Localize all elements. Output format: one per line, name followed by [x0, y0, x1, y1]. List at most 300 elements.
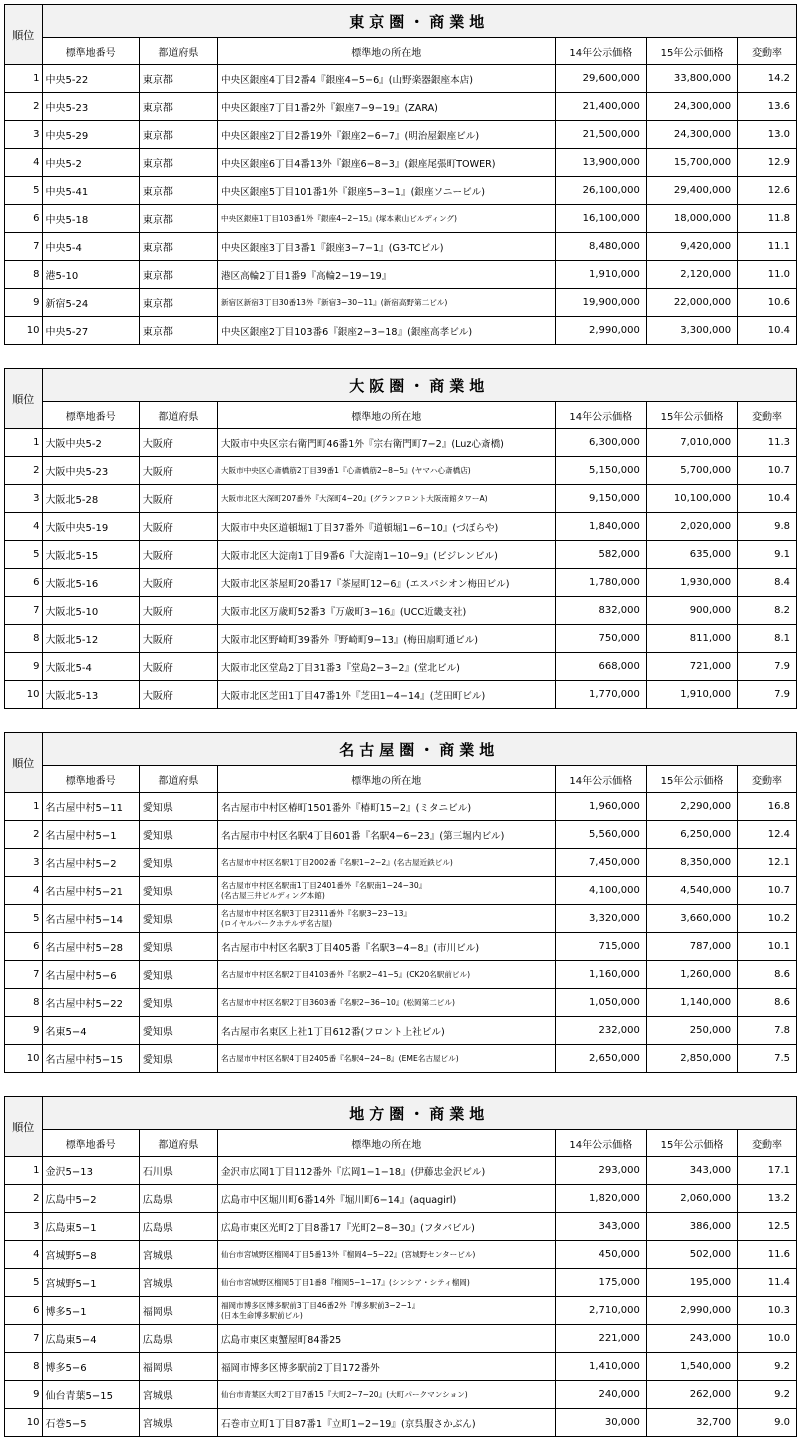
rank-cell: 8: [5, 625, 43, 653]
prefecture-cell: 広島県: [139, 1213, 217, 1241]
column-header-prefecture: 都道府県: [139, 1130, 217, 1157]
prefecture-cell: 東京都: [139, 121, 217, 149]
address-cell: 大阪市中央区宗右衛門町46番1外『宗右衛門町7−2』(Luz心斎橋): [217, 429, 555, 457]
change-rate-cell: 10.0: [738, 1325, 797, 1353]
column-header-code: 標準地番号: [42, 766, 139, 793]
address-cell: 名古屋市中村区名駅1丁目2002番『名駅1−2−2』(名古屋近鉄ビル): [217, 849, 555, 877]
rank-cell: 6: [5, 1297, 43, 1325]
change-rate-cell: 14.2: [738, 65, 797, 93]
table-row: [5, 1409, 797, 1437]
price-15-cell: 2,990,000: [646, 1297, 737, 1325]
table-row: [5, 65, 797, 93]
rank-cell: 7: [5, 233, 43, 261]
table-row: [5, 1269, 797, 1297]
price-14-cell: 715,000: [555, 933, 646, 961]
price-15-cell: 2,290,000: [646, 793, 737, 821]
code-cell: 大阪北5-16: [42, 569, 139, 597]
table-row: [5, 1045, 797, 1073]
price-15-cell: 15,700,000: [646, 149, 737, 177]
price-14-cell: 29,600,000: [555, 65, 646, 93]
prefecture-cell: 広島県: [139, 1325, 217, 1353]
column-header-address: 標準地の所在地: [217, 38, 555, 65]
column-header-change-rate: 変動率: [738, 38, 797, 65]
price-14-cell: 16,100,000: [555, 205, 646, 233]
address-line: 名古屋市中村区名駅3丁目2311番外『名駅3−23−13』: [220, 908, 412, 918]
column-header-address: 標準地の所在地: [217, 402, 555, 429]
price-15-cell: 9,420,000: [646, 233, 737, 261]
price-14-cell: 293,000: [555, 1157, 646, 1185]
address-cell: [217, 877, 555, 905]
table-row: [5, 177, 797, 205]
table-row: [5, 681, 797, 709]
table-row: [5, 821, 797, 849]
price-14-cell: 1,820,000: [555, 1185, 646, 1213]
table-row: [5, 1157, 797, 1185]
table-row: [5, 457, 797, 485]
change-rate-cell: 13.2: [738, 1185, 797, 1213]
address-cell: 名古屋市中村区名駅4丁目2405番『名駅4−24−8』(EME名古屋ビル): [217, 1045, 555, 1073]
column-header-code: 標準地番号: [42, 402, 139, 429]
price-15-cell: 10,100,000: [646, 485, 737, 513]
table-row: [5, 793, 797, 821]
prefecture-cell: 愛知県: [139, 793, 217, 821]
table-row: [5, 261, 797, 289]
price-14-cell: 5,150,000: [555, 457, 646, 485]
rank-cell: 10: [5, 1045, 43, 1073]
code-cell: 仙台青葉5−15: [42, 1381, 139, 1409]
rank-header: 順位: [5, 1097, 43, 1157]
change-rate-cell: 11.6: [738, 1241, 797, 1269]
code-cell: 広島中5−2: [42, 1185, 139, 1213]
address-cell: 金沢市広岡1丁目112番外『広岡1−1−18』(伊藤忠金沢ビル): [217, 1157, 555, 1185]
code-cell: 大阪北5-28: [42, 485, 139, 513]
rank-cell: 7: [5, 961, 43, 989]
code-cell: 広島東5−1: [42, 1213, 139, 1241]
code-cell: 名古屋中村5−21: [42, 877, 139, 905]
prefecture-cell: 愛知県: [139, 877, 217, 905]
prefecture-cell: 石川県: [139, 1157, 217, 1185]
column-header-prefecture: 都道府県: [139, 402, 217, 429]
change-rate-cell: 9.8: [738, 513, 797, 541]
price-15-cell: 18,000,000: [646, 205, 737, 233]
rank-cell: 5: [5, 177, 43, 205]
code-cell: 大阪北5-4: [42, 653, 139, 681]
address-cell: 名古屋市中村区名駅4丁目601番『名駅4−6−23』(第三堀内ビル): [217, 821, 555, 849]
rank-cell: 2: [5, 457, 43, 485]
change-rate-cell: 11.3: [738, 429, 797, 457]
change-rate-cell: 7.9: [738, 653, 797, 681]
prefecture-cell: 大阪府: [139, 485, 217, 513]
table-row: [5, 1325, 797, 1353]
column-header-price-14: 14年公示価格: [555, 766, 646, 793]
change-rate-cell: 11.4: [738, 1269, 797, 1297]
price-15-cell: 7,010,000: [646, 429, 737, 457]
code-cell: 博多5−1: [42, 1297, 139, 1325]
price-14-cell: 9,150,000: [555, 485, 646, 513]
change-rate-cell: 10.3: [738, 1297, 797, 1325]
code-cell: 新宿5-24: [42, 289, 139, 317]
address-cell: 広島市東区東蟹屋町84番25: [217, 1325, 555, 1353]
address-cell: 名古屋市中村区名駅2丁目3603番『名駅2−36−10』(松岡第二ビル): [217, 989, 555, 1017]
column-header-change-rate: 変動率: [738, 1130, 797, 1157]
price-15-cell: 2,020,000: [646, 513, 737, 541]
prefecture-cell: 愛知県: [139, 1045, 217, 1073]
column-header-change-rate: 変動率: [738, 402, 797, 429]
code-cell: 名古屋中村5−28: [42, 933, 139, 961]
rank-cell: 10: [5, 681, 43, 709]
price-15-cell: 1,910,000: [646, 681, 737, 709]
rank-cell: 4: [5, 513, 43, 541]
address-cell: 中央区銀座5丁目101番1外『銀座5−3−1』(銀座ソニービル): [217, 177, 555, 205]
change-rate-cell: 11.1: [738, 233, 797, 261]
code-cell: 金沢5−13: [42, 1157, 139, 1185]
rank-cell: 10: [5, 317, 43, 345]
change-rate-cell: 17.1: [738, 1157, 797, 1185]
ranking-section: [4, 368, 797, 709]
address-cell: 名古屋市中村区名駅3丁目405番『名駅3−4−8』(市川ビル): [217, 933, 555, 961]
prefecture-cell: 愛知県: [139, 849, 217, 877]
price-14-cell: 343,000: [555, 1213, 646, 1241]
rank-cell: 5: [5, 541, 43, 569]
table-row: [5, 1017, 797, 1045]
price-15-cell: 1,260,000: [646, 961, 737, 989]
change-rate-cell: 7.8: [738, 1017, 797, 1045]
address-cell: 名古屋市中村区名駅2丁目4103番外『名駅2−41−5』(CK20名駅前ビル): [217, 961, 555, 989]
change-rate-cell: 7.9: [738, 681, 797, 709]
prefecture-cell: 大阪府: [139, 457, 217, 485]
prefecture-cell: 宮城県: [139, 1269, 217, 1297]
table-row: [5, 233, 797, 261]
price-14-cell: 1,910,000: [555, 261, 646, 289]
address-cell: 石巻市立町1丁目87番1『立町1−2−19』(京呉服さかぶん): [217, 1409, 555, 1437]
address-cell: 大阪市北区芝田1丁目47番1外『芝田1−4−14』(芝田町ビル): [217, 681, 555, 709]
change-rate-cell: 9.2: [738, 1353, 797, 1381]
table-row: [5, 93, 797, 121]
ranking-table: [4, 368, 797, 709]
price-14-cell: 221,000: [555, 1325, 646, 1353]
code-cell: 大阪中央5-23: [42, 457, 139, 485]
address-cell: 港区高輪2丁目1番9『高輪2−19−19』: [217, 261, 555, 289]
address-building-line: (ロイヤルパークホテルザ名古屋): [220, 918, 332, 928]
rank-cell: 8: [5, 1353, 43, 1381]
address-cell: 仙台市青葉区大町2丁目7番15『大町2−7−20』(大町パークマンション): [217, 1381, 555, 1409]
prefecture-cell: 大阪府: [139, 597, 217, 625]
table-row: [5, 597, 797, 625]
table-row: [5, 289, 797, 317]
prefecture-cell: 大阪府: [139, 625, 217, 653]
table-row: [5, 1241, 797, 1269]
address-cell: 中央区銀座6丁目4番13外『銀座6−8−3』(銀座尾張町TOWER): [217, 149, 555, 177]
address-line: 名古屋市中村区名駅南1丁目2401番外『名駅南1−24−30』: [220, 880, 427, 890]
price-14-cell: 8,480,000: [555, 233, 646, 261]
rank-cell: 9: [5, 1381, 43, 1409]
column-header-price-15: 15年公示価格: [646, 38, 737, 65]
rank-cell: 3: [5, 849, 43, 877]
change-rate-cell: 10.4: [738, 485, 797, 513]
change-rate-cell: 12.4: [738, 821, 797, 849]
change-rate-cell: 10.7: [738, 457, 797, 485]
column-header-price-14: 14年公示価格: [555, 402, 646, 429]
prefecture-cell: 東京都: [139, 317, 217, 345]
ranking-table: [4, 1096, 797, 1437]
change-rate-cell: 11.8: [738, 205, 797, 233]
address-building-line: (日本生命博多駅前ビル): [220, 1310, 303, 1320]
section-title: 地方圏・商業地: [42, 1097, 796, 1130]
price-14-cell: 6,300,000: [555, 429, 646, 457]
change-rate-cell: 12.6: [738, 177, 797, 205]
change-rate-cell: 10.2: [738, 905, 797, 933]
change-rate-cell: 12.5: [738, 1213, 797, 1241]
price-15-cell: 3,660,000: [646, 905, 737, 933]
change-rate-cell: 12.1: [738, 849, 797, 877]
address-cell: 広島市東区光町2丁目8番17『光町2−8−30』(フタバビル): [217, 1213, 555, 1241]
price-15-cell: 1,540,000: [646, 1353, 737, 1381]
change-rate-cell: 8.6: [738, 989, 797, 1017]
price-14-cell: 26,100,000: [555, 177, 646, 205]
rank-cell: 7: [5, 597, 43, 625]
rank-header: 順位: [5, 369, 43, 429]
section-title: 大阪圏・商業地: [42, 369, 796, 402]
table-row: [5, 205, 797, 233]
prefecture-cell: 大阪府: [139, 541, 217, 569]
table-row: [5, 1381, 797, 1409]
price-14-cell: 668,000: [555, 653, 646, 681]
price-15-cell: 24,300,000: [646, 121, 737, 149]
address-cell: 中央区銀座4丁目2番4『銀座4−5−6』(山野楽器銀座本店): [217, 65, 555, 93]
code-cell: 大阪北5-15: [42, 541, 139, 569]
price-15-cell: 6,250,000: [646, 821, 737, 849]
price-15-cell: 243,000: [646, 1325, 737, 1353]
table-row: [5, 1297, 797, 1325]
prefecture-cell: 福岡県: [139, 1297, 217, 1325]
prefecture-cell: 宮城県: [139, 1409, 217, 1437]
rank-header: 順位: [5, 5, 43, 65]
price-15-cell: 811,000: [646, 625, 737, 653]
rank-cell: 7: [5, 1325, 43, 1353]
prefecture-cell: 愛知県: [139, 933, 217, 961]
prefecture-cell: 大阪府: [139, 653, 217, 681]
table-row: [5, 485, 797, 513]
price-15-cell: 29,400,000: [646, 177, 737, 205]
price-15-cell: 5,700,000: [646, 457, 737, 485]
code-cell: 石巻5−5: [42, 1409, 139, 1437]
change-rate-cell: 11.0: [738, 261, 797, 289]
prefecture-cell: 愛知県: [139, 989, 217, 1017]
table-row: [5, 625, 797, 653]
price-14-cell: 832,000: [555, 597, 646, 625]
address-cell: 大阪市北区野崎町39番外『野崎町9−13』(梅田扇町通ビル): [217, 625, 555, 653]
table-row: [5, 429, 797, 457]
rank-cell: 6: [5, 205, 43, 233]
change-rate-cell: 9.2: [738, 1381, 797, 1409]
rank-cell: 2: [5, 93, 43, 121]
code-cell: 中央5-4: [42, 233, 139, 261]
address-cell: 大阪市北区大深町207番外『大深町4−20』(グランフロント大阪南館タワーA): [217, 485, 555, 513]
price-15-cell: 32,700: [646, 1409, 737, 1437]
rank-cell: 4: [5, 1241, 43, 1269]
code-cell: 博多5−6: [42, 1353, 139, 1381]
rank-cell: 1: [5, 1157, 43, 1185]
rank-cell: 3: [5, 1213, 43, 1241]
address-cell: 新宿区新宿3丁目30番13外『新宿3−30−11』(新宿高野第二ビル): [217, 289, 555, 317]
address-cell: [217, 905, 555, 933]
prefecture-cell: 愛知県: [139, 821, 217, 849]
price-15-cell: 721,000: [646, 653, 737, 681]
rank-cell: 6: [5, 569, 43, 597]
table-row: [5, 149, 797, 177]
code-cell: 中央5-27: [42, 317, 139, 345]
table-row: [5, 541, 797, 569]
code-cell: 大阪北5-12: [42, 625, 139, 653]
change-rate-cell: 9.1: [738, 541, 797, 569]
rank-cell: 10: [5, 1409, 43, 1437]
price-14-cell: 232,000: [555, 1017, 646, 1045]
price-15-cell: 2,850,000: [646, 1045, 737, 1073]
price-14-cell: 1,410,000: [555, 1353, 646, 1381]
code-cell: 名古屋中村5−15: [42, 1045, 139, 1073]
price-14-cell: 19,900,000: [555, 289, 646, 317]
rank-cell: 4: [5, 877, 43, 905]
address-cell: 広島市中区堀川町6番14外『堀川町6−14』(aquagirl): [217, 1185, 555, 1213]
table-row: [5, 877, 797, 905]
address-cell: [217, 1297, 555, 1325]
code-cell: 大阪中央5-19: [42, 513, 139, 541]
price-15-cell: 386,000: [646, 1213, 737, 1241]
prefecture-cell: 大阪府: [139, 429, 217, 457]
rank-cell: 4: [5, 149, 43, 177]
price-15-cell: 22,000,000: [646, 289, 737, 317]
price-14-cell: 7,450,000: [555, 849, 646, 877]
price-14-cell: 582,000: [555, 541, 646, 569]
code-cell: 宮城野5−8: [42, 1241, 139, 1269]
code-cell: 名古屋中村5−1: [42, 821, 139, 849]
ranking-section: [4, 4, 797, 345]
price-15-cell: 4,540,000: [646, 877, 737, 905]
address-cell: 中央区銀座7丁目1番2外『銀座7−9−19』(ZARA): [217, 93, 555, 121]
table-row: [5, 989, 797, 1017]
address-cell: 仙台市宮城野区榴岡4丁目5番13外『榴岡4−5−22』(宮城野センタービル): [217, 1241, 555, 1269]
price-15-cell: 1,930,000: [646, 569, 737, 597]
address-cell: 大阪市北区堂島2丁目31番3『堂島2−3−2』(堂北ビル): [217, 653, 555, 681]
price-15-cell: 900,000: [646, 597, 737, 625]
table-row: [5, 849, 797, 877]
prefecture-cell: 愛知県: [139, 905, 217, 933]
change-rate-cell: 10.1: [738, 933, 797, 961]
code-cell: 名東5−4: [42, 1017, 139, 1045]
column-header-code: 標準地番号: [42, 38, 139, 65]
code-cell: 広島東5−4: [42, 1325, 139, 1353]
column-header-prefecture: 都道府県: [139, 766, 217, 793]
table-row: [5, 905, 797, 933]
price-14-cell: 2,650,000: [555, 1045, 646, 1073]
code-cell: 名古屋中村5−2: [42, 849, 139, 877]
rank-cell: 1: [5, 65, 43, 93]
address-cell: 中央区銀座2丁目2番19外『銀座2−6−7』(明治屋銀座ビル): [217, 121, 555, 149]
price-14-cell: 30,000: [555, 1409, 646, 1437]
prefecture-cell: 東京都: [139, 205, 217, 233]
column-header-address: 標準地の所在地: [217, 766, 555, 793]
address-cell: 大阪市北区茶屋町20番17『茶屋町12−6』(エスパシオン梅田ビル): [217, 569, 555, 597]
rank-cell: 9: [5, 289, 43, 317]
change-rate-cell: 10.6: [738, 289, 797, 317]
table-row: [5, 569, 797, 597]
column-header-price-14: 14年公示価格: [555, 38, 646, 65]
change-rate-cell: 10.7: [738, 877, 797, 905]
prefecture-cell: 宮城県: [139, 1241, 217, 1269]
price-14-cell: 13,900,000: [555, 149, 646, 177]
code-cell: 港5-10: [42, 261, 139, 289]
rank-cell: 6: [5, 933, 43, 961]
rank-header: 順位: [5, 733, 43, 793]
code-cell: 名古屋中村5−6: [42, 961, 139, 989]
ranking-table: [4, 4, 797, 345]
section-title: 名古屋圏・商業地: [42, 733, 796, 766]
rank-cell: 3: [5, 121, 43, 149]
code-cell: 中央5-29: [42, 121, 139, 149]
column-header-change-rate: 変動率: [738, 766, 797, 793]
rank-cell: 1: [5, 793, 43, 821]
price-14-cell: 1,840,000: [555, 513, 646, 541]
prefecture-cell: 大阪府: [139, 569, 217, 597]
change-rate-cell: 8.6: [738, 961, 797, 989]
price-15-cell: 1,140,000: [646, 989, 737, 1017]
price-14-cell: 1,960,000: [555, 793, 646, 821]
rank-cell: 9: [5, 1017, 43, 1045]
rank-cell: 8: [5, 261, 43, 289]
prefecture-cell: 宮城県: [139, 1381, 217, 1409]
prefecture-cell: 東京都: [139, 149, 217, 177]
rank-cell: 2: [5, 1185, 43, 1213]
price-15-cell: 24,300,000: [646, 93, 737, 121]
ranking-table: [4, 732, 797, 1073]
change-rate-cell: 13.0: [738, 121, 797, 149]
price-14-cell: 750,000: [555, 625, 646, 653]
table-row: [5, 513, 797, 541]
ranking-section: [4, 732, 797, 1073]
column-header-price-15: 15年公示価格: [646, 402, 737, 429]
prefecture-cell: 愛知県: [139, 961, 217, 989]
price-14-cell: 21,500,000: [555, 121, 646, 149]
code-cell: 中央5-23: [42, 93, 139, 121]
address-cell: 名古屋市中村区椿町1501番外『椿町15−2』(ミタニビル): [217, 793, 555, 821]
ranking-section: [4, 1096, 797, 1437]
price-15-cell: 262,000: [646, 1381, 737, 1409]
code-cell: 中央5-18: [42, 205, 139, 233]
price-15-cell: 33,800,000: [646, 65, 737, 93]
price-15-cell: 635,000: [646, 541, 737, 569]
price-15-cell: 343,000: [646, 1157, 737, 1185]
price-14-cell: 1,770,000: [555, 681, 646, 709]
price-14-cell: 1,780,000: [555, 569, 646, 597]
price-15-cell: 3,300,000: [646, 317, 737, 345]
rank-cell: 5: [5, 1269, 43, 1297]
prefecture-cell: 東京都: [139, 233, 217, 261]
table-row: [5, 1185, 797, 1213]
prefecture-cell: 大阪府: [139, 681, 217, 709]
table-row: [5, 121, 797, 149]
address-building-line: (名古屋三井ビルディング本館): [220, 890, 325, 900]
table-row: [5, 933, 797, 961]
prefecture-cell: 広島県: [139, 1185, 217, 1213]
price-14-cell: 21,400,000: [555, 93, 646, 121]
price-14-cell: 2,710,000: [555, 1297, 646, 1325]
change-rate-cell: 10.4: [738, 317, 797, 345]
change-rate-cell: 7.5: [738, 1045, 797, 1073]
address-cell: 大阪市中央区心斎橋筋2丁目39番1『心斎橋筋2−8−5』(ヤマハ心斎橋店): [217, 457, 555, 485]
code-cell: 大阪中央5-2: [42, 429, 139, 457]
address-cell: 大阪市北区大淀南1丁目9番6『大淀南1−10−9』(ビジレンビル): [217, 541, 555, 569]
address-cell: 大阪市北区万歳町52番3『万歳町3−16』(UCC近畿支社): [217, 597, 555, 625]
